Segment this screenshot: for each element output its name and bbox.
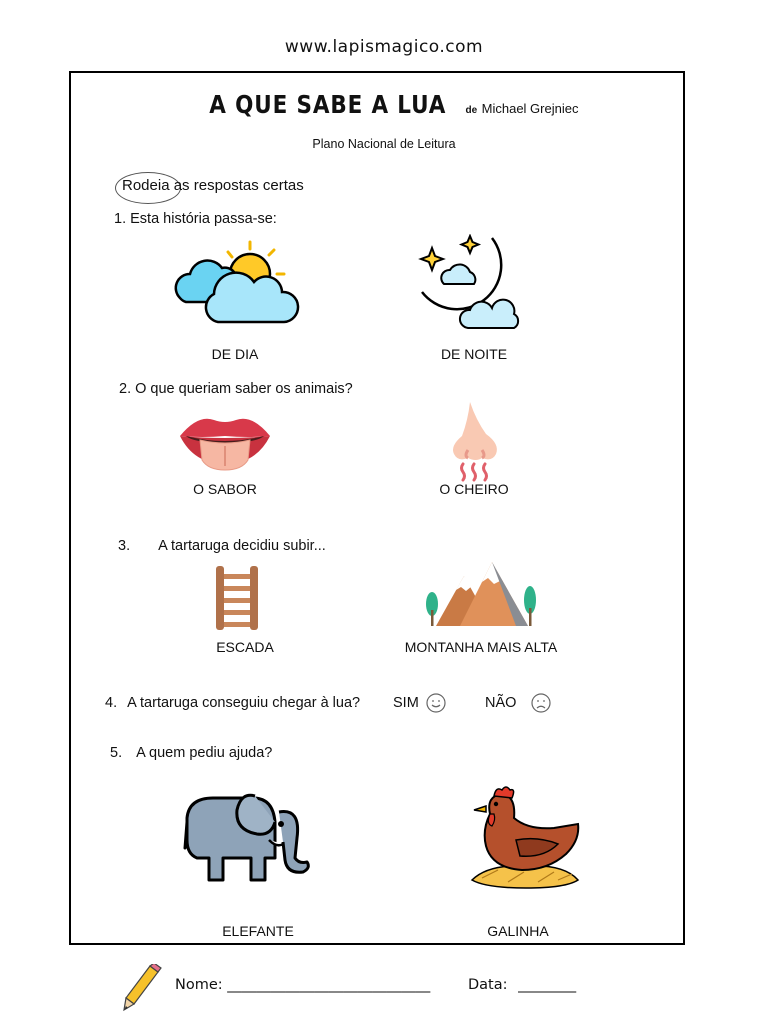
option-nao: NÃO [485, 695, 517, 711]
date-line: ________ [518, 977, 577, 993]
date-label: Data: [468, 977, 508, 993]
name-line: ____________________________ [227, 977, 431, 993]
question-text: Esta história passa-se: [130, 211, 277, 227]
question-3 [118, 538, 326, 554]
question-number: 1. [114, 211, 127, 227]
title-row [0, 90, 768, 119]
site-url: www.lapismagico.com [284, 37, 484, 57]
date-field [468, 977, 576, 993]
question-text: O que queriam saber os animais? [135, 381, 353, 397]
question-text: A tartaruga conseguiu chegar à lua? [127, 695, 361, 711]
pencil-icon [120, 964, 162, 1012]
option-de-noite: DE NOITE [440, 346, 508, 362]
mountains-icon [424, 560, 538, 628]
option-sim: SIM [393, 695, 419, 711]
question-2 [119, 381, 353, 397]
sun-cloud-icon [170, 240, 302, 326]
title-by: de [465, 105, 478, 116]
option-o-sabor: O SABOR [193, 481, 257, 497]
instruction [122, 177, 304, 194]
mouth-tongue-icon [178, 412, 272, 472]
instruction-text: as respostas certas [173, 177, 304, 194]
option-galinha: GALINHA [487, 923, 549, 939]
question-4 [105, 695, 360, 711]
sad-face-icon [531, 693, 551, 713]
question-number: 5. [110, 745, 123, 761]
option-de-dia: DE DIA [211, 346, 259, 362]
question-text: A tartaruga decidiu subir... [158, 538, 326, 554]
question-number: 2. [119, 381, 132, 397]
question-text: A quem pediu ajuda? [136, 745, 273, 761]
hen-icon [468, 784, 584, 890]
question-number: 4. [105, 695, 118, 711]
option-montanha: MONTANHA MAIS ALTA [404, 639, 558, 655]
instruction-circled-word: Rodeia [122, 177, 170, 194]
nose-smell-icon [446, 400, 504, 484]
option-elefante: ELEFANTE [222, 923, 294, 939]
ladder-icon [214, 566, 260, 630]
question-1 [114, 211, 277, 227]
name-label: Nome: [175, 977, 223, 993]
name-field [175, 977, 430, 993]
question-number: 3. [118, 538, 131, 554]
elephant-icon [183, 788, 313, 884]
smiley-icon [426, 693, 446, 713]
moon-stars-icon [414, 234, 522, 332]
option-o-cheiro: O CHEIRO [439, 481, 509, 497]
title-author: Michael Grejniec [481, 101, 579, 116]
option-escada: ESCADA [216, 639, 274, 655]
page-title: A QUE SABE A LUA [208, 90, 446, 119]
subtitle: Plano Nacional de Leitura [312, 137, 456, 151]
question-5 [110, 745, 272, 761]
